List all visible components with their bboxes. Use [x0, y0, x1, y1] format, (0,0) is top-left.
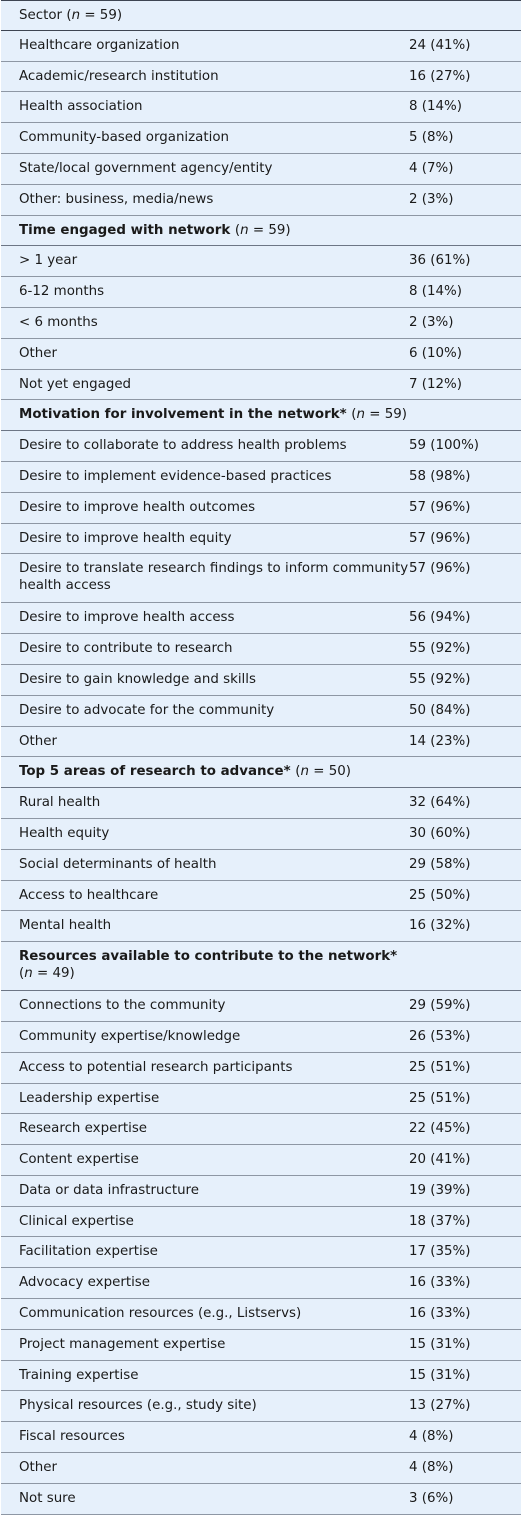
row-value: 25 (50%): [409, 887, 471, 903]
row-label: Desire to improve health access: [19, 610, 235, 626]
section-header: [1, 757, 521, 788]
row-label: Social determinants of health: [19, 856, 217, 872]
table-row: [1, 1361, 521, 1392]
section-heading-text: Top 5 areas of research to advance*: [19, 764, 291, 780]
row-label: Desire to collaborate to address health problems: [19, 438, 347, 454]
row-value: 29 (58%): [409, 856, 471, 872]
section-header: [1, 400, 521, 431]
row-label: Research expertise: [19, 1121, 148, 1137]
row-value: 25 (51%): [409, 1059, 471, 1075]
table-row: [1, 123, 521, 154]
row-value: 6 (10%): [409, 345, 462, 361]
table-row: [1, 154, 521, 185]
section-heading-text: Motivation for involvement in the network*: [19, 407, 347, 423]
row-label: Community expertise/knowledge: [19, 1028, 241, 1044]
row-label: Not sure: [19, 1490, 76, 1506]
section-value-empty: [409, 757, 521, 763]
row-label: Health association: [19, 99, 143, 115]
row-value: 59 (100%): [409, 438, 480, 454]
table-row: [1, 524, 521, 555]
section-value-empty: [409, 216, 521, 222]
section-header: [1, 942, 521, 991]
section-header: [1, 216, 521, 247]
row-value: 4 (7%): [409, 160, 454, 176]
row-label: Connections to the community: [19, 998, 226, 1014]
row-value: 4 (8%): [409, 1429, 454, 1445]
row-value: 36 (61%): [409, 253, 471, 269]
table-row: [1, 727, 521, 758]
section-n-count: (n = 59): [234, 222, 291, 238]
row-label: Health equity: [19, 825, 110, 841]
table-row: [1, 277, 521, 308]
table-row: [1, 665, 521, 696]
row-value: 8 (14%): [409, 284, 462, 300]
table-row: [1, 308, 521, 339]
section-value-empty: [409, 1, 521, 7]
table-row: [1, 1391, 521, 1422]
table-row: [1, 31, 521, 62]
section-title: [1, 1, 409, 24]
row-value: 7 (12%): [409, 376, 462, 392]
row-label: Rural health: [19, 795, 101, 811]
row-value: 57 (96%): [409, 530, 471, 546]
section-value-empty: [409, 400, 521, 406]
row-value: 58 (98%): [409, 468, 471, 484]
row-value: 14 (23%): [409, 733, 471, 749]
row-label: Mental health: [19, 918, 112, 934]
table-row: [1, 850, 521, 881]
table-row: [1, 1176, 521, 1207]
table-row: [1, 1484, 521, 1515]
table-row: [1, 1453, 521, 1484]
row-value: 4 (8%): [409, 1460, 454, 1476]
section-title: [1, 400, 409, 423]
table-row: [1, 1299, 521, 1330]
table-row: [1, 339, 521, 370]
table-row: [1, 1084, 521, 1115]
table-row: [1, 1114, 521, 1145]
section-heading-text: Sector: [19, 8, 63, 23]
table-row: [1, 1207, 521, 1238]
row-label: Project management expertise: [19, 1336, 226, 1352]
row-value: 8 (14%): [409, 99, 462, 115]
row-value: 16 (33%): [409, 1275, 471, 1291]
row-value: 16 (27%): [409, 68, 471, 84]
table-row: [1, 911, 521, 942]
row-label: Access to healthcare: [19, 887, 159, 903]
row-label: Desire to advocate for the community: [19, 702, 275, 718]
row-label: Not yet engaged: [19, 376, 132, 392]
table-row: [1, 603, 521, 634]
row-label: Other: [19, 733, 58, 749]
table-row: [1, 1422, 521, 1453]
table-row: [1, 788, 521, 819]
row-label: Desire to translate research findings to inform community health access: [19, 561, 409, 594]
row-label: Other: [19, 1460, 58, 1476]
row-value: 50 (84%): [409, 702, 471, 718]
row-label: Physical resources (e.g., study site): [19, 1398, 257, 1414]
section-heading-text: Resources available to contribute to the network*: [19, 949, 398, 965]
section-n-count: (n = 50): [295, 764, 351, 780]
row-value: 55 (92%): [409, 671, 471, 687]
table-row: [1, 185, 521, 216]
table-row: [1, 554, 521, 603]
section-value-empty: [409, 942, 521, 948]
section-title: [1, 942, 409, 982]
section-n-count: (n = 59): [66, 8, 123, 23]
table-row: [1, 991, 521, 1022]
row-label: Content expertise: [19, 1152, 139, 1168]
row-label: Leadership expertise: [19, 1090, 160, 1106]
table-row: [1, 1145, 521, 1176]
row-label: > 1 year: [19, 253, 78, 269]
table-row: [1, 1237, 521, 1268]
table-row: [1, 1268, 521, 1299]
row-value: 13 (27%): [409, 1398, 471, 1414]
row-value: 16 (32%): [409, 918, 471, 934]
table-row: [1, 634, 521, 665]
row-value: 5 (8%): [409, 130, 454, 146]
table-row: [1, 1053, 521, 1084]
row-value: 17 (35%): [409, 1244, 471, 1260]
row-value: 16 (33%): [409, 1306, 471, 1322]
row-label: Desire to improve health equity: [19, 530, 232, 546]
section-heading-text: Time engaged with network: [19, 222, 231, 238]
table-row: [1, 431, 521, 462]
row-value: 19 (39%): [409, 1182, 471, 1198]
survey-table: [1, 0, 521, 1515]
row-label: Clinical expertise: [19, 1213, 134, 1229]
row-label: Communication resources (e.g., Listservs): [19, 1306, 302, 1322]
row-label: Other: business, media/news: [19, 191, 214, 207]
row-value: 25 (51%): [409, 1090, 471, 1106]
row-value: 24 (41%): [409, 37, 471, 53]
row-value: 32 (64%): [409, 795, 471, 811]
row-value: 57 (96%): [409, 499, 471, 515]
row-label: Community-based organization: [19, 130, 230, 146]
row-value: 55 (92%): [409, 641, 471, 657]
row-label: Healthcare organization: [19, 37, 180, 53]
row-label: State/local government agency/entity: [19, 160, 273, 176]
table-row: [1, 819, 521, 850]
row-label: Desire to improve health outcomes: [19, 499, 256, 515]
row-label: Data or data infrastructure: [19, 1182, 200, 1198]
table-row: [1, 696, 521, 727]
row-label: Other: [19, 345, 58, 361]
section-title: [1, 216, 409, 239]
row-value: 56 (94%): [409, 610, 471, 626]
row-label: Advocacy expertise: [19, 1275, 151, 1291]
table-row: [1, 246, 521, 277]
row-value: 18 (37%): [409, 1213, 471, 1229]
row-label: < 6 months: [19, 314, 98, 330]
section-header: [1, 0, 521, 31]
row-label: Training expertise: [19, 1367, 139, 1383]
row-label: Access to potential research participants: [19, 1059, 293, 1075]
row-value: 20 (41%): [409, 1152, 471, 1168]
table-row: [1, 370, 521, 401]
row-label: Academic/research institution: [19, 68, 219, 84]
row-value: 26 (53%): [409, 1028, 471, 1044]
row-value: 2 (3%): [409, 314, 454, 330]
row-value: 15 (31%): [409, 1336, 471, 1352]
table-row: [1, 62, 521, 93]
row-value: 3 (6%): [409, 1490, 454, 1506]
row-value: 30 (60%): [409, 825, 471, 841]
table-row: [1, 1330, 521, 1361]
row-label: 6-12 months: [19, 284, 105, 300]
table-row: [1, 462, 521, 493]
row-value: 22 (45%): [409, 1121, 471, 1137]
table-row: [1, 1022, 521, 1053]
table-row: [1, 493, 521, 524]
row-value: 2 (3%): [409, 191, 454, 207]
row-label: Desire to gain knowledge and skills: [19, 671, 256, 687]
row-value: 29 (59%): [409, 998, 471, 1014]
row-label: Fiscal resources: [19, 1429, 125, 1445]
row-value: 57 (96%): [409, 561, 471, 577]
row-value: 15 (31%): [409, 1367, 471, 1383]
row-label: Desire to contribute to research: [19, 641, 233, 657]
table-row: [1, 92, 521, 123]
table-row: [1, 881, 521, 912]
row-label: Facilitation expertise: [19, 1244, 158, 1260]
section-n-count: (n = 59): [351, 407, 408, 423]
section-n-count: (n = 49): [19, 966, 75, 982]
row-label: Desire to implement evidence-based practices: [19, 468, 332, 484]
section-title: [1, 757, 409, 780]
